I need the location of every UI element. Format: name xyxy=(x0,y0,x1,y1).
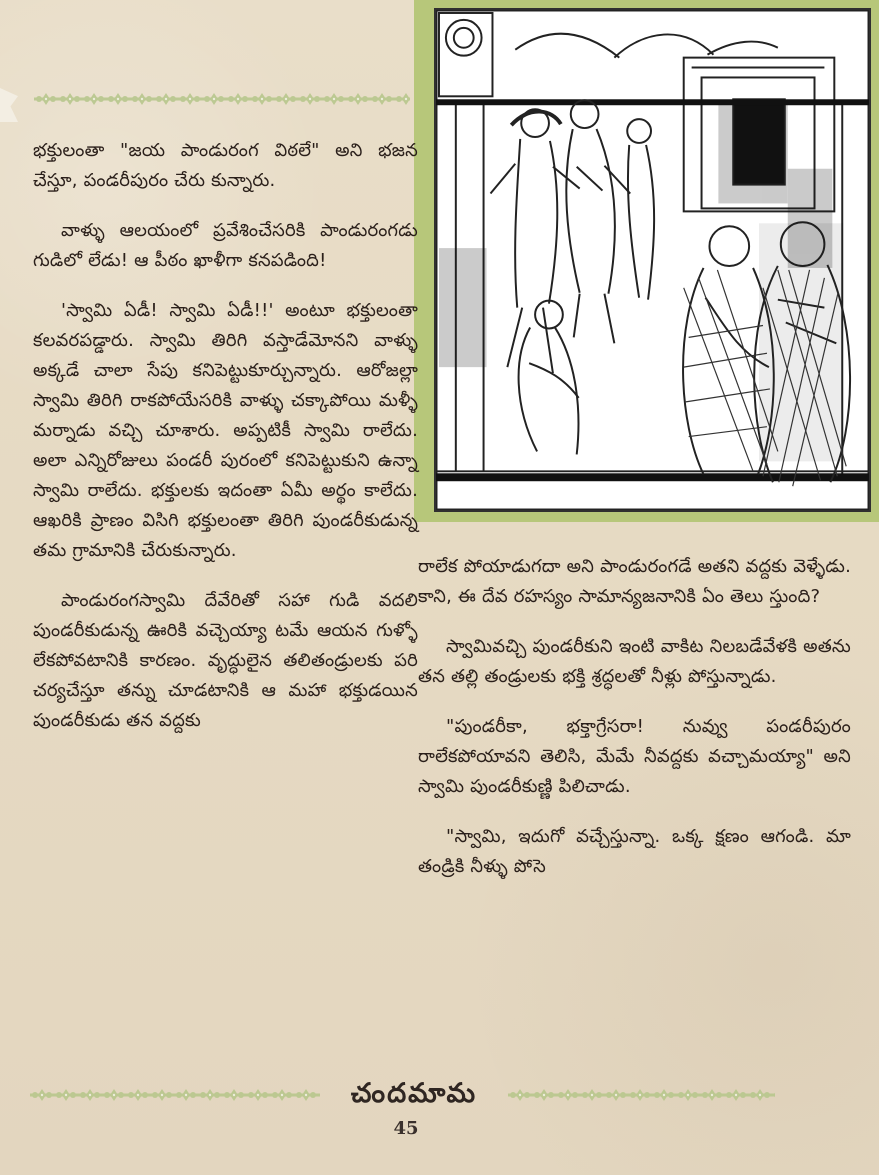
right-paragraph-1: రాలేక పోయాడుగదా అని పాండురంగడే అతని వద్దకు వెళ్ళేడు. కాని, ఈ దేవ రహస్యం సామాన్యజనానికి ఏం తెలు స్తుంది? xyxy=(418,556,851,607)
page-number: 45 xyxy=(393,1118,419,1139)
right-paragraph-4: "స్వామి, ఇదుగో వచ్చేస్తున్నా. ఒక్క క్షణం ఆగండి. మా తండ్రికి నీళ్ళు పోసె xyxy=(418,826,851,877)
right-article-column xyxy=(418,552,851,1062)
top-ornament-band xyxy=(34,91,410,107)
right-paragraph-3: "పుండరీకా, భక్తాగ్రేసరా! నువ్వు పండరీపురం రాలేకపోయావని తెలిసి, మేమే నీవద్దకు వచ్చామయ్యా" అని స్వామి పుండరీకుణ్ణి పిలిచాడు. xyxy=(418,716,851,797)
left-paragraph-2: వాళ్ళు ఆలయంలో ప్రవేశించేసరికి పాండురంగడు గుడిలో లేడు! ఆ పీఠం ఖాళీగా కనపడింది! xyxy=(33,220,418,271)
footer-left-ornament-band xyxy=(30,1087,320,1103)
left-paragraph-4: పాండురంగస్వామి దేవేరితో సహా గుడి వదలి పుండరీకుడున్న ఊరికి వచ్చెయ్యా టమే ఆయన గుళ్ళో లేకపోవటానికి కారణం. వృద్ధులైన తలితండ్రులకు పరి చర్యచేస్తూ తన్ను చూడటానికి ఆ మహా భక్తుడయిన పుండరీకుడు తన వద్దకు xyxy=(33,590,418,731)
publication-title: చందమామ xyxy=(350,1078,478,1109)
left-article-column xyxy=(33,136,418,1086)
right-paragraph-2: స్వామివచ్చి పుండరీకుని ఇంటి వాకిట నిలబడేవేళకి అతను తన తల్లి తండ్రులకు భక్తి శ్రద్ధలతో నీళ్లు పోస్తున్నాడు. xyxy=(418,636,851,687)
left-paragraph-3: 'స్వామి ఏడీ! స్వామి ఏడీ!!' అంటూ భక్తులంతా కలవరపడ్డారు. స్వామి తిరిగి వస్తాడేమోనని వాళ్ళు అక్కడే చాలా సేపు కనిపెట్టుకూర్చున్నారు. ఆరోజల్లా స్వామి తిరిగి రాకపోయేసరికి వాళ్ళు చక్కాపోయి మళ్ళీ మర్నాడు వచ్చి చూశారు. అప్పటికీ స్వామి రాలేదు. అలా ఎన్నిరోజులు పండరీ పురంలో కనిపెట్టుకుని ఉన్నా స్వామి రాలేదు. భక్తులకు ఇదంతా ఏమీ అర్థం కాలేదు. ఆఖరికి ప్రాణం విసిగి భక్తులంతా తిరిగి పుండరీకుడున్న తమ గ్రామానికి చేరుకున్నారు. xyxy=(33,300,418,561)
illustration-panel xyxy=(434,8,871,512)
illustration-frame xyxy=(414,0,879,522)
temple-illustration xyxy=(436,10,869,510)
torn-edge xyxy=(0,88,18,122)
left-paragraph-1: భక్తులంతా "జయ పాండురంగ విఠలే" అని భజన చేస్తూ, పండరీపురం చేరు కున్నారు. xyxy=(33,140,418,191)
footer-right-ornament-band xyxy=(508,1087,775,1103)
